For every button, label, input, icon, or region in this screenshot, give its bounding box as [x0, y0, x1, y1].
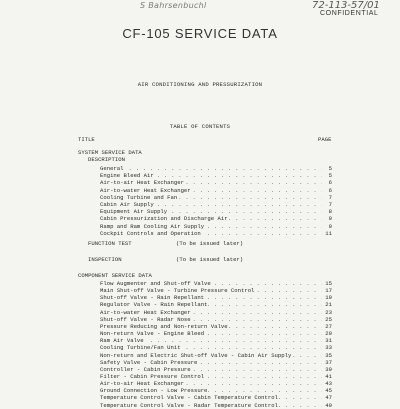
toc-entry-page: 23 [325, 308, 332, 316]
toc-entry [100, 380, 332, 387]
toc-entry-page: 8 [328, 208, 332, 216]
toc-entry-label: Pressure Reducing and Non-return Valve [100, 322, 228, 330]
function-test-label: FUNCTION TEST [88, 240, 132, 247]
toc-entry-page: 49 [325, 401, 332, 409]
toc-entry-page: 9 [328, 215, 332, 223]
inspection-label: INSPECTION [88, 256, 122, 263]
toc-entry [100, 337, 332, 344]
toc-entry-page: 11 [325, 229, 332, 237]
toc-entry [100, 330, 332, 337]
toc-entry-label: General [100, 165, 124, 172]
toc-entry [100, 323, 332, 330]
toc-entry-label: Air-to-air Heat Exchanger [100, 380, 184, 388]
toc-entry [100, 172, 332, 179]
toc-entry-page: 37 [325, 358, 332, 366]
toc-entry [100, 301, 332, 308]
toc-entry-page: 47 [325, 394, 332, 402]
component-service-data-heading: COMPONENT SERVICE DATA [78, 272, 152, 279]
toc-entry-page: 7 [328, 201, 332, 208]
toc-entry [100, 394, 332, 401]
toc-entry-label: Air-to-water Heat Exchanger [100, 308, 191, 316]
toc-entry-label: Engine Bleed Air [100, 172, 154, 180]
toc-entry [100, 366, 332, 373]
toc-entry [100, 215, 332, 222]
toc-entry-page: 9 [328, 222, 332, 230]
toc-entry-page: 33 [325, 344, 332, 352]
toc-entry [100, 230, 332, 237]
toc-entry-label: Non-return Valve - Engine Bleed [100, 330, 205, 338]
toc-entry-page: 19 [325, 294, 332, 302]
toc-entry-label: Controller - Cabin Pressure [100, 365, 191, 373]
toc-entry-page: 31 [325, 337, 332, 345]
toc-entry [100, 309, 332, 316]
toc-entry-label: Shut-off Valve - Radar Nose [100, 315, 191, 323]
toc-entry-page: 5 [328, 165, 332, 172]
toc-entry-page: 6 [328, 179, 332, 187]
toc-entry-label: Flow Augmenter and Shut-off Valve [100, 280, 211, 287]
toc-entry-label: Temperature Control Valve - Radar Temperature Control [100, 401, 278, 409]
toc-entry-page: 41 [325, 372, 332, 380]
toc-entry-label: Shut-off Valve - Rain Repellant [100, 294, 205, 302]
toc-entry [100, 208, 332, 215]
toc-entry [100, 179, 332, 186]
handwritten-note-left: S Bahrsenbuchl [140, 1, 207, 10]
toc-entry-label: Ground Connection - Low Pressure [100, 387, 208, 395]
toc-entry-label: Filter - Cabin Pressure Control [100, 372, 205, 380]
toc-entry-label: Cooling Turbine/Fan Unit [100, 344, 181, 352]
handwritten-reference-number: 72-113-57/01 [312, 0, 380, 11]
toc-entry [100, 201, 332, 208]
toc-entry-label: Ramp and Ram Cooling Air Supply [100, 222, 205, 230]
toc-title: TABLE OF CONTENTS [169, 123, 231, 130]
toc-entry-page: 6 [328, 186, 332, 194]
system-service-data-heading: SYSTEM SERVICE DATA [78, 149, 142, 156]
toc-entry-label: Temperature Control Valve - Cabin Temperature Control [100, 394, 278, 402]
toc-entry [100, 165, 332, 172]
toc-entry [100, 187, 332, 194]
toc-entry-page: 25 [325, 315, 332, 323]
description-heading: DESCRIPTION [88, 156, 125, 163]
toc-entry-page: 15 [325, 280, 332, 287]
toc-entry-page: 27 [325, 322, 332, 330]
toc-entry-label: Air-to-air Heat Exchanger [100, 179, 184, 187]
toc-entry [100, 344, 332, 351]
toc-entry [100, 402, 332, 409]
toc-entry-label: Equipment Air Supply [100, 208, 168, 216]
toc-entry-label: Cockpit Controls and Operation [100, 229, 201, 237]
toc-entry-label: Main Shut-off Valve - Turbine Pressure Control [100, 287, 255, 295]
toc-entry-page: 35 [325, 351, 332, 359]
toc-entry-page: 5 [328, 172, 332, 180]
function-test-note: (To be issued later) [176, 240, 244, 247]
toc-entry-label: Ram Air Valve [100, 337, 144, 345]
toc-entry [100, 316, 332, 323]
toc-entry-page: 17 [325, 287, 332, 295]
leader-dots [100, 165, 322, 172]
toc-entry-label: Air-to-water Heat Exchanger [100, 186, 191, 194]
toc-entry-label: Cabin Pressurization and Discharge Air [100, 215, 228, 223]
inspection-note: (To be issued later) [176, 256, 244, 263]
classification-label: CONFIDENTIAL [320, 10, 379, 17]
toc-entry [100, 373, 332, 380]
toc-entry-label: Cabin Air Supply [100, 201, 154, 208]
toc-entry [100, 287, 332, 294]
toc-entry-label: Cooling Turbine and Fan [100, 193, 178, 201]
toc-entry-label: Regulator Valve - Rain Repellant [100, 301, 208, 309]
toc-entry-page: 45 [325, 387, 332, 395]
column-header-title: TITLE [78, 136, 95, 143]
toc-entry-page: 43 [325, 380, 332, 388]
toc-entry-label: Safety Valve - Cabin Pressure [100, 358, 198, 366]
column-header-page: PAGE [318, 136, 332, 143]
document-title: CF-105 SERVICE DATA [122, 26, 278, 41]
toc-entry [100, 294, 332, 301]
toc-entry-label: Non-return and Electric Shut-off Valve - Cabin Air Supply [100, 351, 292, 359]
toc-entry [100, 280, 332, 287]
toc-entry [100, 359, 332, 366]
toc-entry [100, 352, 332, 359]
section-title: AIR CONDITIONING AND PRESSURIZATION [137, 81, 263, 88]
toc-entry [100, 194, 332, 201]
toc-entry [100, 387, 332, 394]
toc-entry-page: 21 [325, 301, 332, 309]
toc-entry-page: 7 [328, 193, 332, 201]
toc-entry-page: 39 [325, 365, 332, 373]
toc-entry-page: 29 [325, 330, 332, 338]
toc-entry [100, 223, 332, 230]
